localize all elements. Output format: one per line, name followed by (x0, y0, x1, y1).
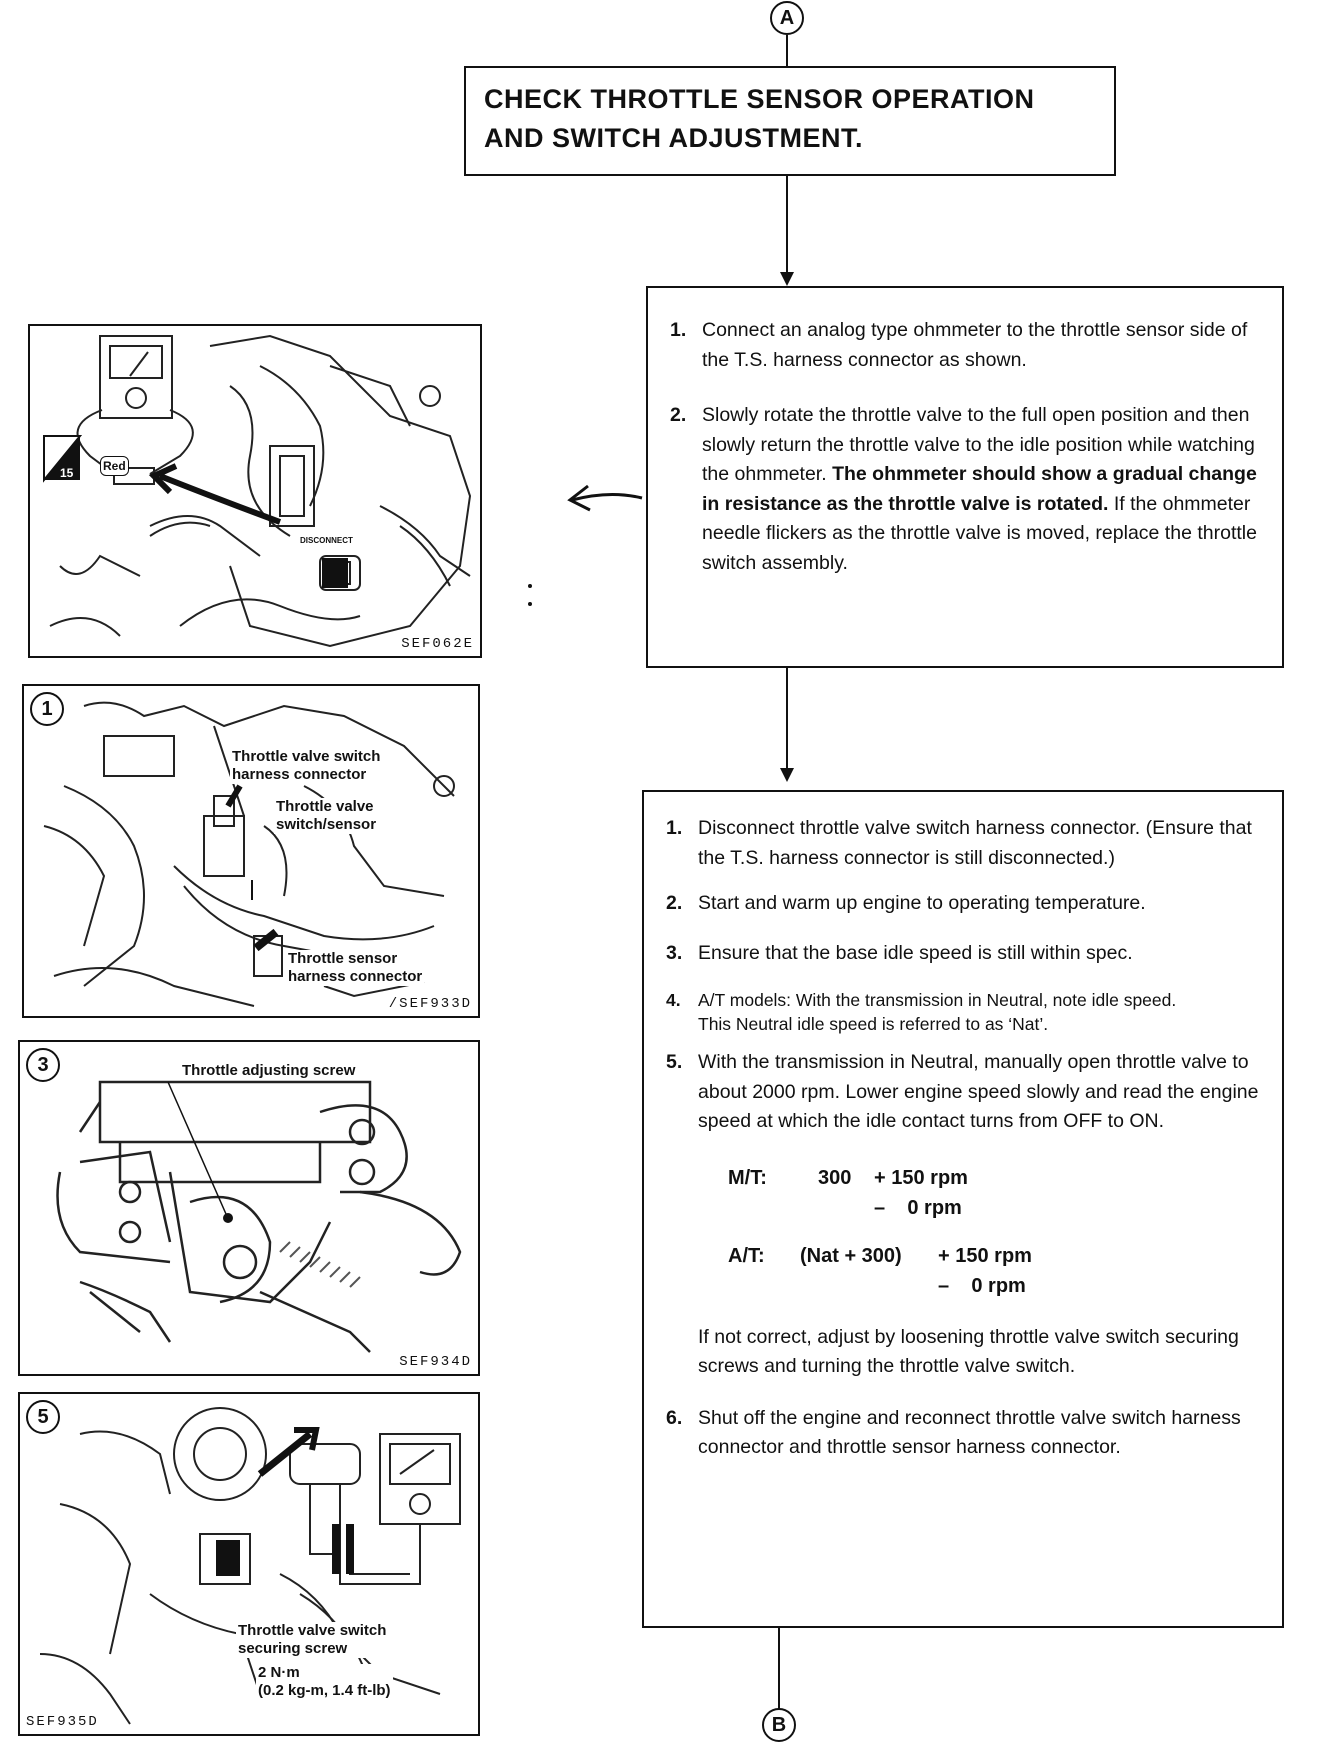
dot-mark (528, 602, 532, 606)
list-item (666, 814, 1262, 873)
callout-text: Throttle valve switch (232, 748, 381, 765)
step-text: Start and warm up engine to operating temperature. (698, 892, 1146, 914)
dot-mark (528, 584, 532, 588)
callout-text: Throttle sensor (288, 950, 398, 967)
list-item (670, 316, 1258, 375)
step-number: 3. (666, 941, 683, 964)
step-text-tail: If the ohmmeter needle flickers as the throttle valve is moved, replace the throttle switch assembly. (702, 492, 1257, 574)
adjust-note-text: If not correct, adjust by loosening throttle valve switch securing screws and turning the throttle valve switch. (698, 1325, 1239, 1377)
connector-a-label: A (779, 6, 795, 29)
step-number: 4. (666, 990, 681, 1010)
page-title-line2: AND SWITCH ADJUSTMENT. (484, 123, 863, 153)
torque-nm: 2 N·m (258, 1664, 300, 1681)
step-number: 1. (670, 319, 687, 341)
panel-number: 5 (26, 1400, 60, 1434)
step-text-bold: The ohmmeter should show a gradual change in resistance as the throttle valve is rotated. (702, 463, 1257, 515)
list-item (666, 939, 1262, 969)
flow-arrowhead (780, 272, 794, 286)
step-number: 5. (666, 1051, 683, 1073)
spec-at-label: A/T: (728, 1244, 765, 1267)
callout-text: Throttle valve switch (238, 1622, 387, 1639)
spec-at-minus: – 0 rpm (938, 1274, 1026, 1297)
step-number: 1. (666, 817, 683, 839)
flow-line (778, 1628, 780, 1710)
instruction-box-2 (642, 790, 1284, 1628)
list-item (666, 988, 1262, 1036)
step-text-normal: Slowly rotate the throttle valve to the full open position and then slowly return the throttle valve to the idle position while watching the ohmmeter. (702, 404, 1255, 485)
engine-illustration (30, 326, 482, 658)
list-item (666, 1048, 1262, 1137)
adjust-note (698, 1323, 1262, 1382)
connector-a (770, 1, 804, 35)
disconnect-label: DISCONNECT (300, 536, 353, 545)
callout-adjusting-screw: Throttle adjusting screw (182, 1062, 356, 1079)
figure-code: /SEF933D (388, 996, 472, 1012)
callout-switch-connector (230, 748, 382, 784)
flow-arrowhead (780, 768, 794, 782)
page-title-line1: CHECK THROTTLE SENSOR OPERATION (484, 84, 1035, 114)
callout-securing-screw (236, 1622, 388, 1658)
panel-number: 1 (30, 692, 64, 726)
step-number: 2. (670, 404, 687, 426)
figure-code: SEF062E (401, 636, 474, 652)
step-number: 2. (666, 892, 683, 914)
torque-kgm-ftlb: (0.2 kg-m, 1.4 ft-lb) (258, 1682, 391, 1699)
step-text (702, 401, 1258, 578)
connector-b-label: B (771, 1713, 787, 1736)
list-item (666, 1404, 1262, 1463)
callout-sensor-connector (286, 950, 424, 986)
red-lead-label: Red (100, 456, 129, 476)
panel-number: 3 (26, 1048, 60, 1082)
callout-text: switch/sensor (276, 816, 377, 833)
figure-code: SEF935D (26, 1714, 99, 1730)
step-text: Disconnect throttle valve switch harness connector. (Ensure that the T.S. harness connector is still disconnected.) (698, 817, 1252, 869)
figure-throttle-adjusting-screw (18, 1040, 480, 1376)
flow-line (786, 35, 788, 66)
connector-b (762, 1708, 796, 1742)
spec-mt-label: M/T: (728, 1166, 767, 1189)
spec-at-plus: + 150 rpm (938, 1244, 1032, 1267)
spec-at (728, 1241, 1262, 1301)
step-text: Ensure that the base idle speed is still within spec. (698, 941, 1133, 964)
instruction-list-1 (670, 316, 1258, 578)
spec-at-base: (Nat + 300) (800, 1244, 902, 1267)
callout-text: harness connector (232, 766, 367, 783)
badge-15-label: 15 (60, 466, 74, 480)
callout-text: harness connector (288, 968, 423, 985)
pointer-arrow-icon (566, 478, 646, 518)
step-number: 6. (666, 1406, 683, 1429)
engine-meter-illustration (20, 1394, 480, 1736)
step-text: Connect an analog type ohmmeter to the throttle sensor side of the T.S. harness connector as shown. (702, 319, 1248, 371)
spec-mt-plus: + 150 rpm (874, 1166, 968, 1189)
callout-text: securing screw (238, 1640, 348, 1657)
step-text: Shut off the engine and reconnect throttle valve switch harness connector and throttle sensor harness connector. (698, 1406, 1241, 1458)
step-text: With the transmission in Neutral, manually open throttle valve to about 2000 rpm. Lower engine speed slowly and read the engine speed at which the idle contact turns from OFF to ON. (698, 1051, 1259, 1132)
spec-mt-base: 300 (818, 1166, 852, 1189)
spec-mt-minus: – 0 rpm (874, 1196, 962, 1219)
step-text: A/T models: With the transmission in Neutral, note idle speed. This Neutral idle speed is referred to as ‘Nat’. (698, 990, 1177, 1034)
flow-line (786, 176, 788, 276)
figure-switch-securing-screw (18, 1392, 480, 1736)
instruction-list-2 (666, 814, 1262, 1137)
callout-switch-sensor (274, 798, 378, 834)
list-item (670, 401, 1258, 578)
spec-mt (728, 1163, 1262, 1223)
figure-ohmmeter-connection (28, 324, 482, 658)
figure-throttle-connectors (22, 684, 480, 1018)
flow-line (786, 668, 788, 772)
callout-text: Throttle valve (276, 798, 374, 815)
torque-spec (256, 1664, 393, 1700)
throttle-body-illustration (20, 1042, 480, 1376)
list-item (666, 889, 1262, 919)
instruction-box-1 (646, 286, 1284, 668)
figure-code: SEF934D (399, 1354, 472, 1370)
title-box (464, 66, 1116, 176)
